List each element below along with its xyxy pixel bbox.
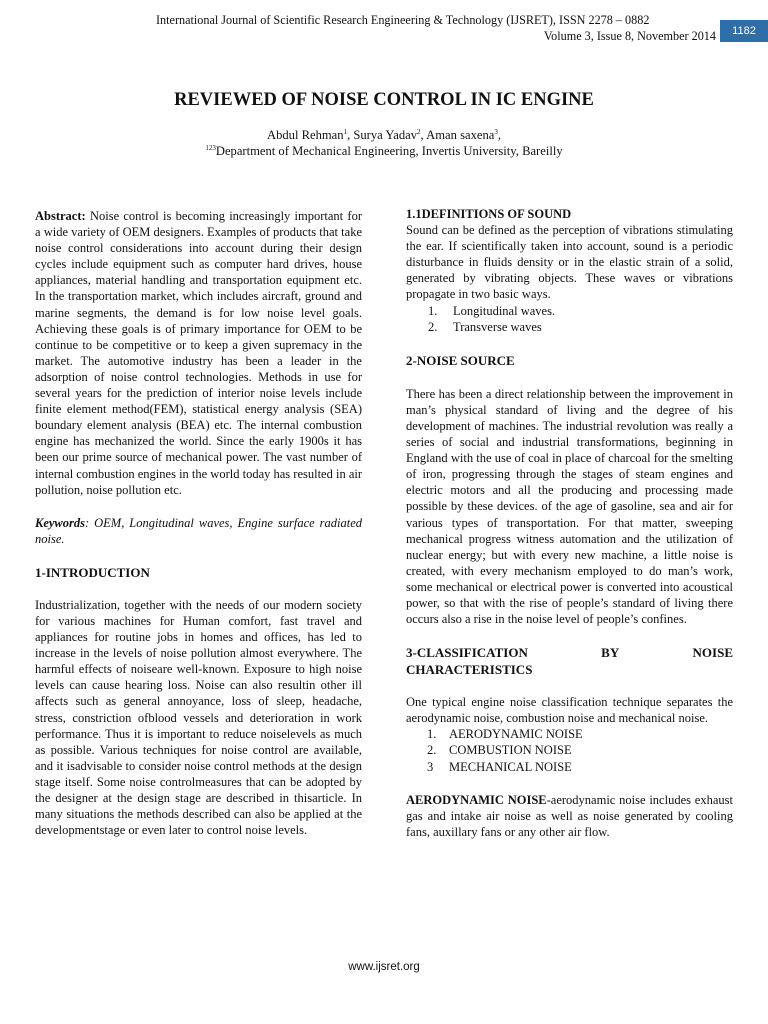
- classification-heading-part: BY: [601, 645, 620, 661]
- author-affiliation-mark: 2: [417, 127, 421, 136]
- classification-heading: [406, 644, 733, 661]
- author-affiliation-mark: 3: [494, 127, 498, 136]
- classification-text: One typical engine noise classification technique separates the aerodynamic noise, combustion noise and mechanical noise.: [406, 695, 733, 726]
- author-name: Aman saxena: [426, 128, 495, 142]
- footer-url: www.ijsret.org: [348, 961, 420, 973]
- author-list: [0, 128, 768, 143]
- classification-heading-part: NOISE: [692, 645, 733, 661]
- list-text: AERODYNAMIC NOISE: [449, 727, 583, 742]
- aerodynamic-noise-text: -aerodynamic noise includes exhaust gas and intake air noise as well as noise generated by cooling fans, auxillary fans or any other air flow.: [406, 792, 733, 839]
- list-item: [406, 759, 733, 775]
- affiliation: [0, 144, 768, 159]
- aerodynamic-noise-paragraph: [406, 792, 733, 840]
- list-text: Longitudinal waves.: [453, 303, 556, 318]
- list-item: [406, 742, 733, 758]
- classification-heading-part: 3-CLASSIFICATION: [406, 645, 528, 661]
- abstract-label: Abstract:: [35, 209, 86, 223]
- list-text: COMBUSTION NOISE: [449, 743, 572, 758]
- list-text: MECHANICAL NOISE: [449, 759, 572, 774]
- list-number: 2.: [428, 319, 438, 334]
- list-number: 1.: [428, 303, 438, 318]
- wave-types-list: [406, 303, 733, 335]
- left-column: [35, 208, 362, 838]
- list-item: [406, 319, 733, 335]
- abstract-text: Noise control is becoming increasingly important for a wide variety of OEM designers. Examples of products that take noise control considerations into account during their design cycles include equipment such as computer hard drives, house appliances, material handling and transportation equipment etc. In the transportation market, which includes aircraft, ground and marine segments, the demand is for low noise level goals. Achieving these goals is of primary importance for OEM to be continue to be competitive or to keep a given supremacy in the market. The automotive industry has been a leader in the adsorption of noise control technologies. Methods in use for several years for the prediction of interior noise levels include finite element method(FEM), statistical energy analysis (SEA) boundary element analysis (BEA) etc. The internal combustion engine has mechanized the world. Since the early 1900s it has been our prime source of mechanical power. The vast number of internal combustion engines in the world today has resulted in air pollution, noise pollution etc.: [35, 209, 363, 497]
- author-separator: ,: [497, 128, 502, 142]
- definitions-heading: 1.1DEFINITIONS OF SOUND: [406, 207, 572, 221]
- affiliation-text: Department of Mechanical Engineering, Invertis University, Bareilly: [215, 144, 563, 158]
- list-item: [406, 726, 733, 742]
- noise-types-list: [406, 726, 733, 774]
- list-number: 3: [427, 759, 434, 774]
- introduction-heading: 1-INTRODUCTION: [35, 564, 150, 580]
- classification-heading-line2: CHARACTERISTICS: [406, 662, 533, 678]
- aerodynamic-noise-label: AERODYNAMIC NOISE: [406, 792, 547, 807]
- list-text: Transverse waves: [453, 319, 542, 334]
- volume-issue: Volume 3, Issue 8, November 2014: [543, 29, 716, 43]
- paper-title: REVIEWED OF NOISE CONTROL IN IC ENGINE: [174, 90, 594, 110]
- list-number: 2.: [427, 743, 437, 758]
- definitions-text: Sound can be defined as the perception of vibrations stimulating the ear. If scientifically taken into account, sound is a periodic disturbance in fluids density or in the elastic strain of a solid, generated by vibrating objects. These waves or vibrations propagate in two basic ways.: [406, 223, 733, 302]
- noise-source-heading: 2-NOISE SOURCE: [406, 352, 515, 368]
- author-name: Surya Yadav: [353, 128, 418, 142]
- abstract: [35, 208, 362, 498]
- keywords-label: Keywords: [35, 515, 85, 530]
- list-item: [406, 303, 733, 319]
- list-number: 1.: [427, 727, 437, 742]
- author-affiliation-mark: 1: [343, 127, 348, 136]
- page-number-badge: 1182: [720, 20, 768, 42]
- right-column: [406, 206, 733, 840]
- author-name: Abdul Rehman: [266, 128, 344, 142]
- author-separator: ,: [347, 128, 354, 142]
- keywords: [35, 515, 362, 547]
- keywords-text: : OEM, Longitudinal waves, Engine surface radiated noise.: [35, 515, 362, 546]
- affiliation-mark: 123: [205, 143, 216, 152]
- author-separator: ,: [420, 128, 427, 142]
- introduction-text: Industrialization, together with the needs of our modern society for various machines for Human comfort, fast travel and appliances for routine jobs in homes and offices, has led to increase in the levels of noise pollution almost everywhere. The harmful effects of noiseare well-known. Exposure to high noise levels can cause hearing loss. Noise can also resultin other ill affects such as general annoyance, loss of sleep, headache, stress, constriction ofblood vessels and deterioration in work performance. Thus it is important to reduce noiselevels as much as possible. Various techniques for noise control are available, and it isadvisable to consider noise control methods at the design stage itself. Some noise controlmeasures that can be adopted by the designer at the design stage are described in thisarticle. In many situations the methods described can also be applied at the developmentstage or even later to control noise levels.: [35, 597, 362, 838]
- noise-source-text: There has been a direct relationship between the improvement in man’s physical standard of living and the degree of his development of machines. The industrial revolution was really a series of social and industrial transformations, beginning in England with the use of coal in place of charcoal for the smelting of iron, progressing through the stages of steam engines and electric motors and all the producing and processing made possible by these devices. of the age of gasoline, sea and air for various types of transportation. For that matter, sweeping mechanical progress witness automation and the utilization of nuclear energy; but with every new machine, a little noise is created, with every mechanism employed to do man’s work, some mechanical or electrical power is converted into acoustical power, so that with the rise of people’s standard of living there occurs also a rise in the noise level of people’s confines.: [406, 386, 733, 627]
- journal-header: International Journal of Scientific Research Engineering & Technology (IJSRET), ISSN 2278 – 0882: [156, 13, 650, 27]
